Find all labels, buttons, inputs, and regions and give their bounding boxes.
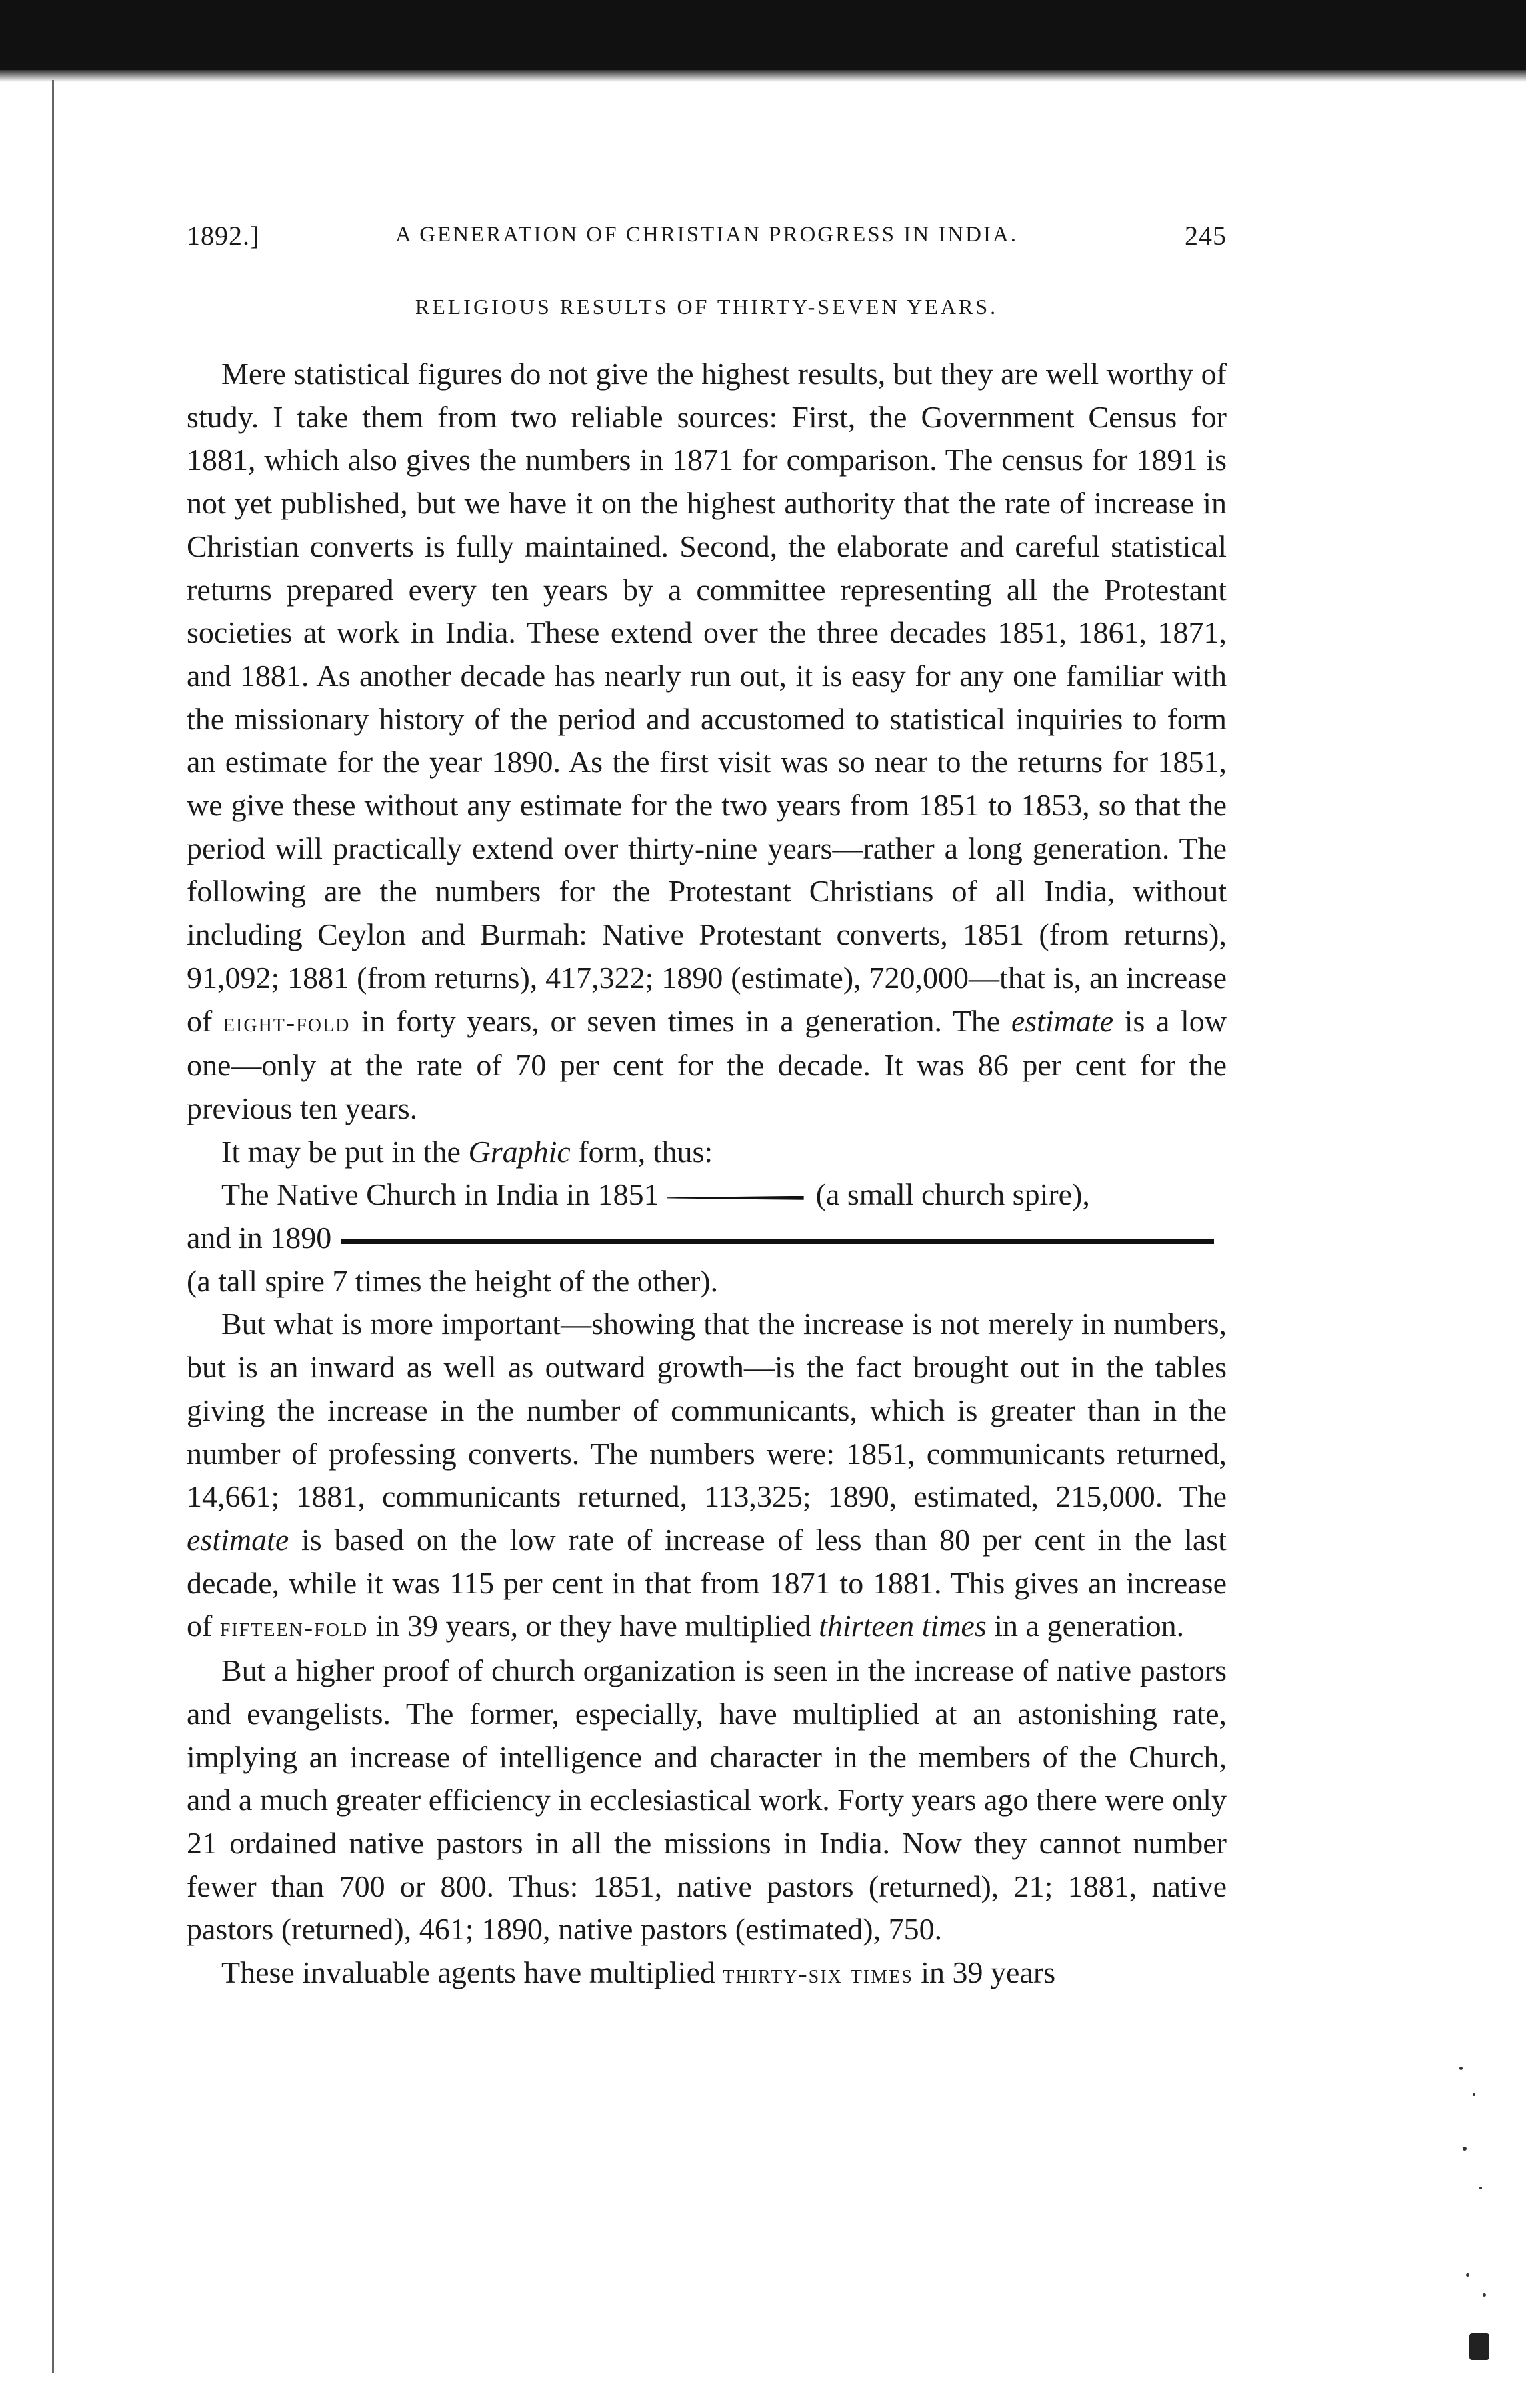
paragraph-graphic [187, 1173, 1227, 1303]
section-heading: RELIGIOUS RESULTS OF THIRTY-SEVEN YEARS. [415, 295, 999, 319]
small-spire-bar [667, 1196, 804, 1200]
scan-margin-specks [1453, 2053, 1506, 2387]
tall-spire-bar [341, 1239, 1214, 1244]
emphasis-small-caps: eight-fold [223, 1007, 351, 1037]
paragraph-text: in 39 years [913, 1955, 1056, 1990]
graphic-label-1890: and in 1890 [187, 1221, 332, 1255]
paragraph-communicants [187, 1303, 1227, 1649]
paragraph-text: It may be put in the [221, 1134, 469, 1169]
emphasis-italic: estimate [1011, 1003, 1114, 1038]
running-head-title: A GENERATION OF CHRISTIAN PROGRESS IN INDIA. [395, 223, 1019, 247]
emphasis-italic: thirteen times [819, 1609, 987, 1643]
page-left-edge [52, 80, 54, 2373]
emphasis-small-caps: fifteen-fold [219, 1612, 369, 1643]
paragraph-text: in 39 years, or they have multiplied [368, 1609, 819, 1643]
graphic-note-tall: (a tall spire 7 times the height of the other). [187, 1263, 719, 1298]
graphic-line-1851 [187, 1173, 1227, 1217]
paragraph-text: is based on the low rate of increase of less than 80 per cent in the last decade, while it was 115 per cent in that from 1871 to 1881. This gives an increase of [187, 1522, 1227, 1643]
book-page [187, 220, 1227, 1996]
paragraph-text: in forty years, or seven times in a generation. The [350, 1003, 1011, 1038]
graphic-label-1851: The Native Church in India in 1851 [221, 1177, 659, 1212]
running-head [187, 220, 1227, 260]
emphasis-italic: Graphic [468, 1134, 571, 1169]
paragraph-text: These invaluable agents have multiplied [221, 1955, 723, 1990]
scan-top-band [0, 0, 1526, 70]
running-head-year: 1892.] [187, 221, 260, 251]
graphic-line-1890 [187, 1217, 1227, 1260]
graphic-note-small: (a small church spire), [815, 1177, 1090, 1212]
paragraph-text: form, thus: [570, 1134, 713, 1169]
paragraph-text: But a higher proof of church organization is seen in the increase of native pastors and evangelists. The former, especially, have multiplied at an astonishing rate, implying an increase of intelligence and character in the members of the Church, and a much greater efficiency in ecclesiastical work. Forty years ago there were only 21 ordained native pastors in all the missions in India. Now they cannot number fewer than 700 or 800. Thus: 1851, native pastors (returned), 21; 1881, native pastors (returned), 461; 1890, native pastors (estimated), 750. [187, 1653, 1227, 1947]
paragraph-graphic-intro [187, 1131, 1227, 1174]
paragraph-agents [187, 1951, 1227, 1996]
paragraph-text: is a low one—only at the rate of 70 per cent for the decade. It was 86 per cent for the previous ten years. [187, 1003, 1227, 1125]
paragraph-pastors [187, 1649, 1227, 1951]
paragraph-text: But what is more important—showing that the increase is not merely in numbers, but is an inward as well as outward growth—is the fact brought out in the tables giving the increase in the number of communicants, which is greater than in the number of professing converts. The numbers were: 1851, communicants returned, 14,661; 1881, communicants returned, 113,325; 1890, estimated, 215,000. The [187, 1307, 1227, 1514]
paragraph-text: Mere statistical figures do not give the highest results, but they are well worthy of study. I take them from two reliable sources: First, the Government Census for 1881, which also gives the numbers in 1871 for comparison. The census for 1891 is not yet published, but we have it on the highest authority that the rate of increase in Christian converts is fully maintained. Second, the elaborate and careful statistical returns prepared every ten years by a committee representing all the Protestant societies at work in India. These extend over the three decades 1851, 1861, 1871, and 1881. As another decade has nearly run out, it is easy for any one familiar with the missionary history of the period and accustomed to statistical inquiries to form an estimate for the year 1890. As the first visit was so near to the returns for 1851, we give these without any estimate for the two years from 1851 to 1853, so that the period will practically extend over thirty-nine years—rather a long generation. The following are the numbers for the Protestant Christians of all India, without including Ceylon and Burmah: Native Protestant converts, 1851 (from returns), 91,092; 1881 (from returns), 417,322; 1890 (estimate), 720,000—that is, an increase of [187, 357, 1227, 1038]
paragraph-text: in a generation. [986, 1609, 1185, 1643]
paragraph-statistics [187, 353, 1227, 1131]
emphasis-small-caps: thirty-six times [723, 1959, 913, 1989]
page-number: 245 [1185, 221, 1227, 251]
emphasis-italic: estimate [187, 1522, 289, 1557]
